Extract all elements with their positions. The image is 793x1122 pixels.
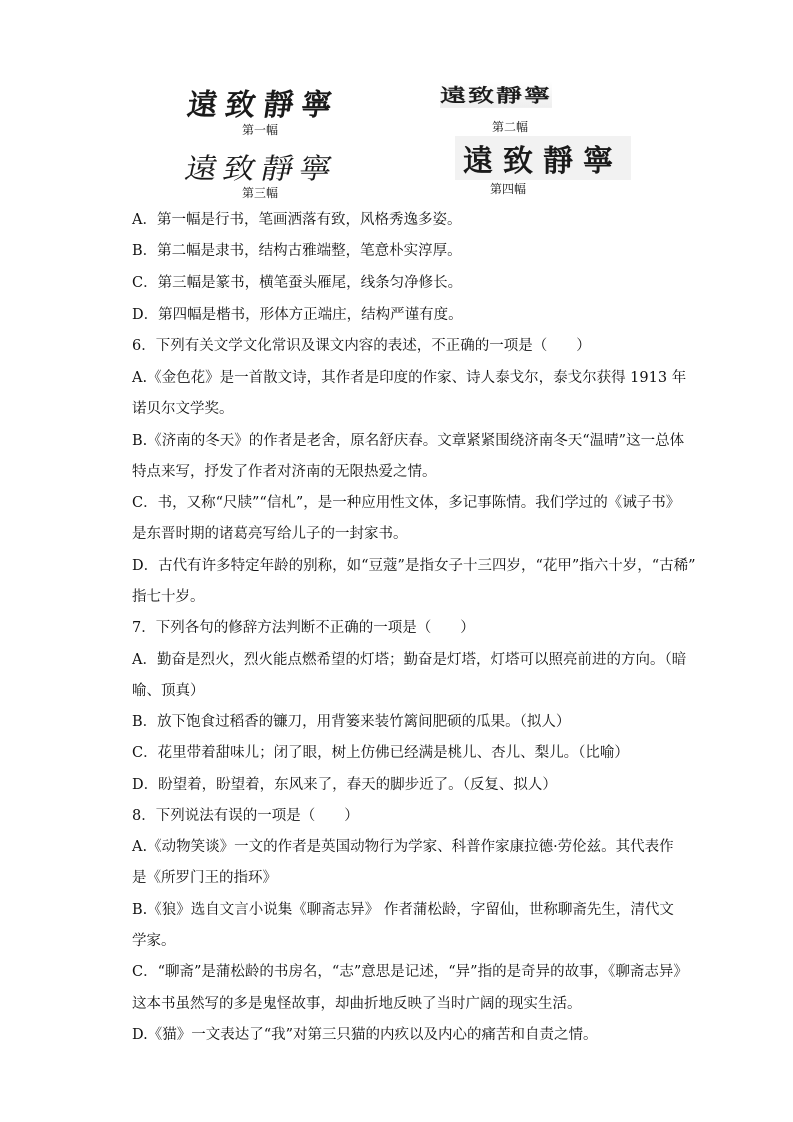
text-line: 是东晋时期的诸葛亮写给儿子的一封家书。 (132, 526, 408, 542)
text-line: D．古代有许多特定年龄的别称，如“豆蔻”是指女子十三四岁，“花甲”指六十岁，“古稀” (132, 558, 696, 574)
calligraphy-text: 遠致靜寧 (185, 88, 342, 123)
calligraphy-caption-3: 第三幅 (241, 186, 278, 200)
text-line: C．第三幅是篆书，横笔蚕头雁尾，线条匀净修长。 (132, 275, 463, 291)
text-line: 特点来写，抒发了作者对济南的无限热爱之情。 (132, 464, 437, 480)
calligraphy-sample-3 (182, 146, 343, 187)
text-line: 诺贝尔文学奖。 (132, 401, 234, 417)
text-line: 喻、顶真） (132, 683, 205, 699)
text-line: A．第一幅是行书，笔画洒落有致，风格秀逸多姿。 (132, 212, 462, 228)
calligraphy-sample-2 (440, 81, 552, 108)
text-line: D．第四幅是楷书，形体方正端庄，结构严谨有度。 (132, 307, 463, 323)
text-line: 这本书虽然写的多是鬼怪故事，却曲折地反映了当时广阔的现实生活。 (132, 996, 582, 1012)
text-line: A．勤奋是烈火，烈火能点燃希望的灯塔；勤奋是灯塔，灯塔可以照亮前进的方向。（暗 (132, 652, 687, 668)
text-line: 是《所罗门王的指环》 (132, 870, 277, 886)
calligraphy-caption-2: 第二幅 (491, 120, 528, 134)
calligraphy-caption-1: 第一幅 (241, 123, 278, 137)
text-line: D.《猫》一文表达了“我”对第三只猫的内疚以及内心的痛苦和自责之情。 (132, 1027, 598, 1043)
calligraphy-text: 遠致靜寧 (463, 144, 623, 179)
calligraphy-caption-4: 第四幅 (489, 182, 526, 196)
calligraphy-sample-4 (455, 136, 631, 180)
calligraphy-text: 遠致靜寧 (440, 85, 553, 108)
question-stem: 6．下列有关文学文化常识及课文内容的表述，不正确的一项是（ ） (132, 338, 591, 354)
text-line: C．“聊斋”是蒲松龄的书房名，“志”意思是记述，“异”指的是奇异的故事，《聊斋志异》 (132, 964, 688, 980)
text-line: 指七十岁。 (132, 589, 205, 605)
calligraphy-sample-1 (185, 80, 343, 124)
text-line: B．放下饱食过稻香的镰刀，用背篓来装竹篱间肥硕的瓜果。（拟人） (132, 714, 571, 730)
text-line: C．书，又称“尺牍”“信札”，是一种应用性文体，多记事陈情。我们学过的《诫子书》 (132, 495, 681, 511)
text-line: B.《狼》选自文言小说集《聊斋志异》 作者蒲松龄，字留仙，世称聊斋先生，清代文 (132, 902, 674, 918)
question-stem: 8．下列说法有误的一项是（ ） (132, 808, 359, 824)
text-line: 学家。 (132, 933, 176, 949)
text-line: C．花里带着甜味儿；闭了眼，树上仿佛已经满是桃儿、杏儿、梨儿。（比喻） (132, 745, 629, 761)
text-line: A.《金色花》是一首散文诗，其作者是印度的作家、诗人泰戈尔，泰戈尔获得 1913 年 (132, 370, 687, 386)
calligraphy-text: 遠致靜寧 (181, 151, 342, 186)
text-line: B．第二幅是隶书，结构古雅端整，笔意朴实淳厚。 (132, 243, 462, 259)
text-line: D．盼望着，盼望着，东风来了，春天的脚步近了。（反复、拟人） (132, 777, 557, 793)
text-line: B.《济南的冬天》的作者是老舍，原名舒庆春。文章紧紧围绕济南冬天“温晴”这一总体 (132, 433, 685, 449)
question-stem: 7．下列各句的修辞方法判断不正确的一项是（ ） (132, 620, 475, 636)
text-line: A.《动物笑谈》一文的作者是英国动物行为学家、科普作家康拉德·劳伦兹。其代表作 (132, 839, 674, 855)
